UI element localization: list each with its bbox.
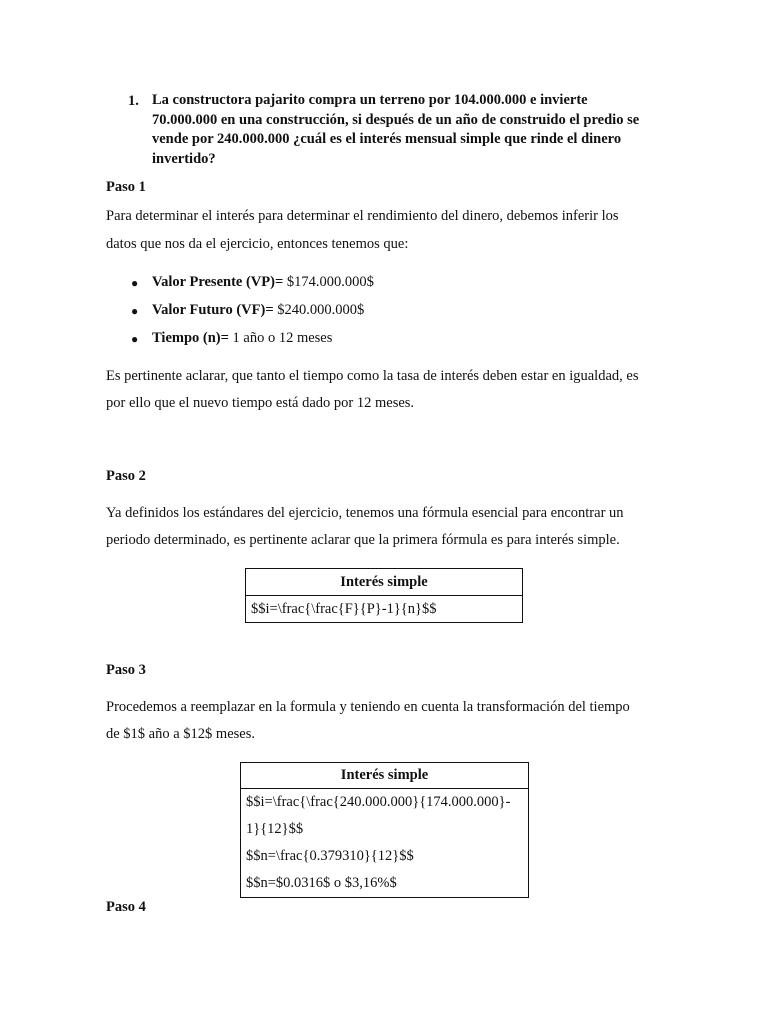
bullet-icon: ● xyxy=(131,332,139,346)
formula-table-simple xyxy=(245,568,523,623)
paso1-intro-line: datos que nos da el ejercicio, entonces tenemos que: xyxy=(106,236,409,252)
paso4-heading: Paso 4 xyxy=(106,899,146,915)
bullet-icon: ● xyxy=(131,304,139,318)
paso2-line: Ya definidos los estándares del ejercicio, tenemos una fórmula esencial para encontrar un xyxy=(106,505,624,521)
question-line: La constructora pajarito compra un terreno por 104.000.000 e invierte xyxy=(152,92,588,108)
paso1-note-line: por ello que el nuevo tiempo está dado por 12 meses. xyxy=(106,395,415,411)
formula-cell: $$i=\frac{\frac{F}{P}-1}{n}$$ xyxy=(246,596,523,623)
bullet-label: Valor Futuro (VF)= xyxy=(152,302,274,318)
formula-table-substitution xyxy=(240,762,529,898)
question-number: 1. xyxy=(128,93,139,109)
question-text xyxy=(152,91,672,169)
bullet-label: Valor Presente (VP)= xyxy=(152,274,284,290)
table-header: Interés simple xyxy=(246,569,523,596)
bullet-item-vf xyxy=(152,302,364,319)
paso1-intro-line: Para determinar el interés para determinar el rendimiento del dinero, debemos inferir los xyxy=(106,208,619,224)
bullet-value: 1 año o 12 meses xyxy=(228,330,333,346)
bullet-value: $240.000.000$ xyxy=(273,302,365,318)
paso2-heading: Paso 2 xyxy=(106,468,146,484)
question-line: invertido? xyxy=(152,150,216,167)
paso2-line: periodo determinado, es pertinente aclarar que la primera fórmula es para interés simple. xyxy=(106,532,620,548)
question-line: vende por 240.000.000 ¿cuál es el interés mensual simple que rinde el dinero xyxy=(152,131,622,147)
bullet-icon: ● xyxy=(131,276,139,290)
table-header: Interés simple xyxy=(241,763,529,789)
paso3-line: Procedemos a reemplazar en la formula y teniendo en cuenta la transformación del tiempo xyxy=(106,699,630,715)
paso1-heading: Paso 1 xyxy=(106,179,146,195)
formula-cell: $$n=\frac{0.379310}{12}$$ xyxy=(241,843,529,870)
formula-cell: $$n=$0.0316$ o $3,16%$ xyxy=(241,870,529,898)
paso1-note-line: Es pertinente aclarar, que tanto el tiempo como la tasa de interés deben estar en igualdad, es xyxy=(106,368,639,384)
bullet-item-vp xyxy=(152,274,374,291)
bullet-value: $174.000.000$ xyxy=(283,274,374,290)
formula-cell: $$i=\frac{\frac{240.000.000}{174.000.000}- xyxy=(241,789,529,817)
formula-cell: 1}{12}$$ xyxy=(241,816,529,843)
bullet-label: Tiempo (n)= xyxy=(152,330,229,346)
bullet-item-n xyxy=(152,330,332,347)
paso3-heading: Paso 3 xyxy=(106,662,146,678)
paso3-line: de $1$ año a $12$ meses. xyxy=(106,726,255,742)
question-line: 70.000.000 en una construcción, si después de un año de construido el predio se xyxy=(152,111,640,128)
